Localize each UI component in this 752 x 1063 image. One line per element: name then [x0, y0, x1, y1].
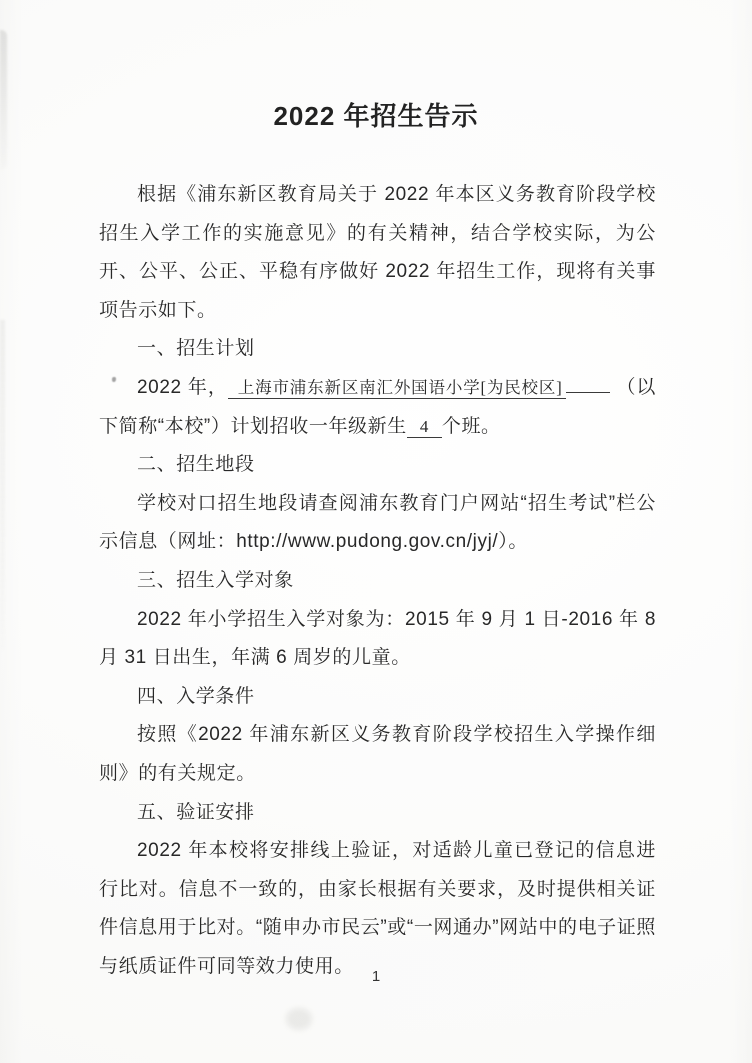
document-body — [99, 176, 656, 986]
section-1-body — [99, 369, 656, 446]
section-1-mid: （以下简称“本校”）计划招收一年级新生 — [99, 376, 656, 437]
blank-line-extension — [566, 375, 610, 393]
section-2-body: 学校对口招生地段请查阅浦东教育门户网站“招生考试”栏公示信息（网址：http://www.pudong.gov.cn/jyj/）。 — [99, 492, 656, 553]
section-4-heading: 四、入学条件 — [137, 685, 255, 707]
intro-paragraph: 根据《浦东新区教育局关于 2022 年本区义务教育阶段学校招生入学工作的实施意见》的有关精神，结合学校实际，为公开、公平、公正、平稳有序做好 2022 年招生工作，现将有关事项告示如下。 — [99, 184, 656, 321]
page-title: 2022 年招生告示 — [273, 101, 479, 131]
section-3-heading: 三、招生入学对象 — [137, 569, 294, 591]
section-5-heading: 五、验证安排 — [137, 801, 255, 823]
section-1-prefix: 2022 年， — [137, 376, 228, 398]
scan-smudge-left-mid — [0, 320, 5, 650]
school-name-blank-fill: 上海市浦东新区南汇外国语小学[为民校区] — [228, 378, 566, 399]
section-1-suffix: 个班。 — [441, 415, 501, 437]
section-3-body: 2022 年小学招生入学对象为：2015 年 9 月 1 日-2016 年 8 月 31 日出生，年满 6 周岁的儿童。 — [99, 608, 656, 669]
section-4-body: 按照《2022 年浦东新区义务教育阶段学校招生入学操作细则》的有关规定。 — [99, 724, 656, 784]
section-5-body: 2022 年本校将安排线上验证，对适龄儿童已登记的信息进行比对。信息不一致的，由家长根据有关要求，及时提供相关证件信息用于比对。“随申办市民云”或“一网通办”网站中的电子证照与纸质证件可同等效力使用。 — [99, 840, 656, 977]
page-number: 1 — [371, 968, 381, 985]
section-1-heading: 一、招生计划 — [137, 338, 255, 360]
section-2-heading: 二、招生地段 — [137, 454, 255, 476]
scan-smudge-bottom — [286, 1008, 312, 1030]
class-count-blank-fill: 4 — [407, 417, 442, 438]
